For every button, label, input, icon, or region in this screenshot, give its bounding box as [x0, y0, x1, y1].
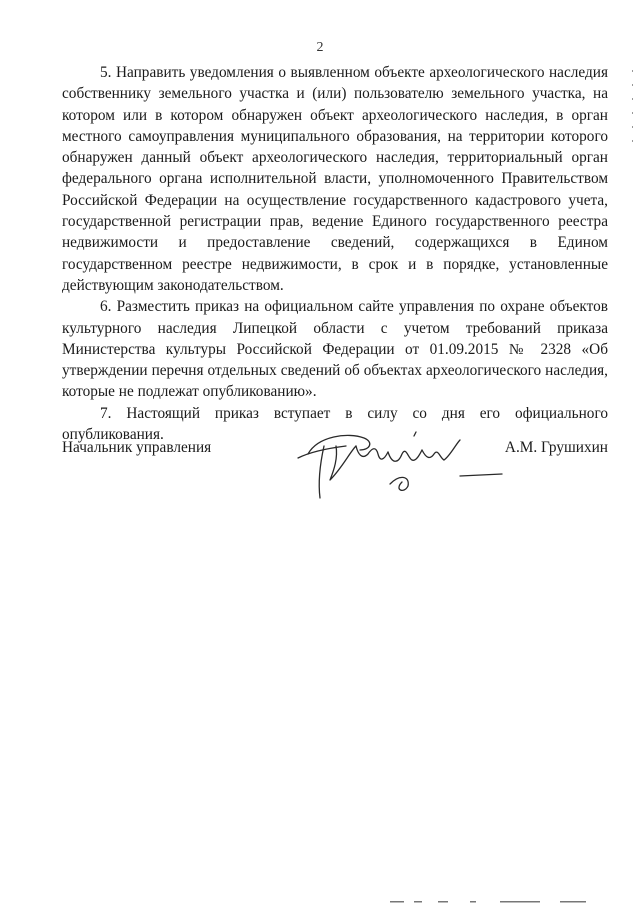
page-number: 2	[316, 40, 324, 55]
scan-bottom-edge-marks	[0, 899, 640, 905]
signer-position: Начальник управления	[62, 439, 212, 456]
scan-margin-marks	[630, 70, 636, 150]
paragraph-7: 7. Настоящий приказ вступает в силу со дня его официального опубликования.	[62, 404, 608, 444]
handwritten-signature	[290, 424, 540, 504]
document-body	[62, 62, 608, 445]
paragraph-5: 5. Направить уведомления о выявленном объекте археологического наследия собственнику земельного участка и (или) пользователю земельного участка, на котором или в котором обнаружен объект археологического наследия, в орган местного самоуправления муниципального образования, на территории которого обнаружен данный объект археологического наследия, территориальный орган федерального органа исполнительной власти, уполномоченного Правительством Российской Федерации на осуществление государственного кадастрового учета, государственной регистрации прав, ведение Единого государственного реестра недвижимости и предоставление сведений, содержащихся в Едином государственном реестре недвижимости, в срок и в порядке, установленные действующим законодательством.	[62, 64, 608, 294]
signature-block	[62, 430, 608, 510]
signer-name: А.М. Грушихин	[504, 439, 608, 456]
paragraph-6: 6. Разместить приказ на официальном сайте управления по охране объектов культурного наследия Липецкой области с учетом требований приказа Министерства культуры Российской Федерации от 01.09.2015 № 2328 «Об утверждении перечня отдельных сведений об объектах археологического наследия, которые не подлежат опубликованию».	[62, 298, 608, 401]
